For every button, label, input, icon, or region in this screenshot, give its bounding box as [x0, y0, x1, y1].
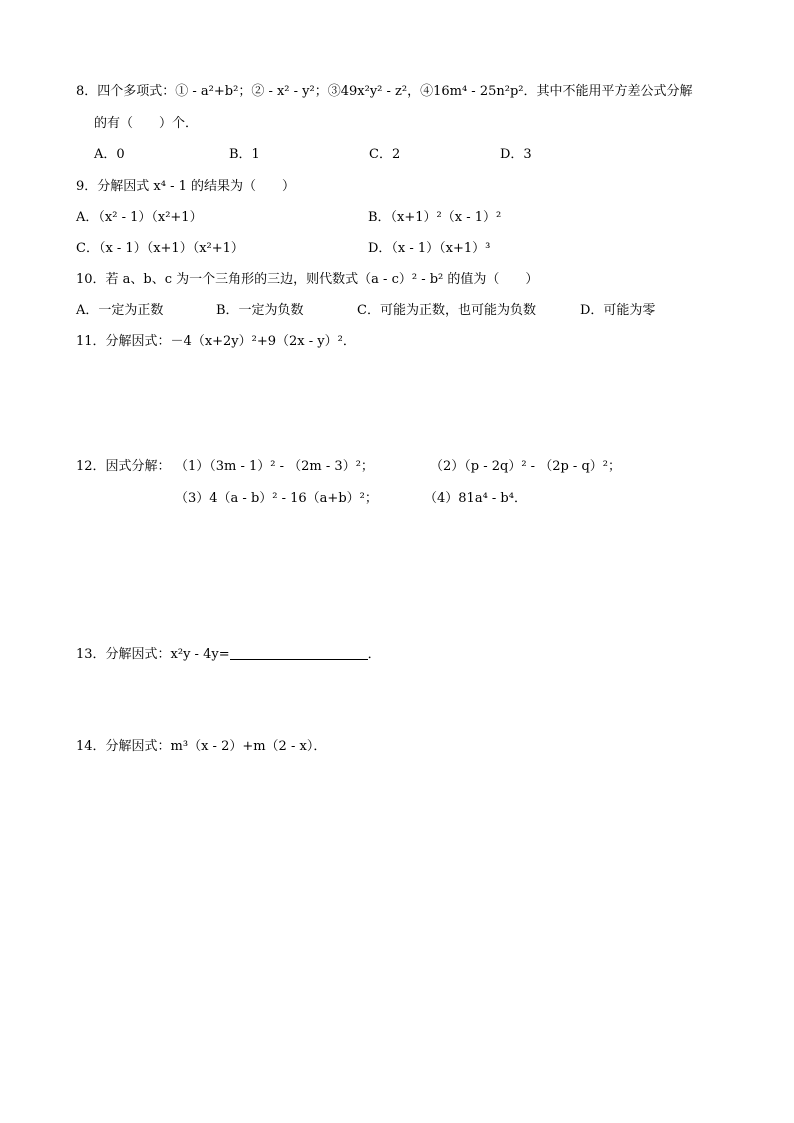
q10-option-a: A．一定为正数 [76, 303, 164, 318]
q8-stem-line2: 的有（ ）个． [94, 116, 199, 131]
q8-stem-text: 8．四个多项式：① - a²+b²；② - x² - y²；③49x²y² - z²，④16m⁴ - 25n²p²．其中不能用平方差公式分解 [76, 84, 693, 99]
q13-end: ． [367, 647, 381, 662]
q9-stem: 9．分解因式 x⁴ - 1 的结果为（ ） [76, 179, 296, 194]
q13-line [76, 646, 381, 664]
q13-answer-blank[interactable] [230, 647, 368, 660]
q9-option-a: A．（x² - 1）（x²+1） [76, 210, 203, 225]
q8-option-a: A．0 [94, 147, 125, 162]
q11-stem: 11．分解因式：－4（x+2y）²+9（2x - y）²． [76, 334, 356, 349]
q8-option-c: C．2 [369, 147, 401, 162]
q9-option-c: C．（x - 1）（x+1）（x²+1） [76, 241, 244, 256]
q9-option-b: B．（x+1）²（x - 1）² [368, 210, 502, 225]
q12-prefix: 12．因式分解： [76, 459, 171, 474]
q8-option-d: D．3 [500, 147, 532, 162]
q12-part-2: （2）（p - 2q）² - （2p - q）²； [430, 459, 621, 474]
q8-option-b: B．1 [229, 147, 260, 162]
q12-part-1: （1）（3m - 1）² - （2m - 3）²； [175, 459, 374, 474]
q9-option-d: D．（x - 1）（x+1）³ [368, 241, 491, 256]
q10-stem: 10．若 a、b、c 为一个三角形的三边，则代数式（a - c）² - b² 的值为（ ） [76, 272, 539, 287]
q10-option-d: D．可能为零 [580, 303, 656, 318]
q12-part-3: （3）4（a - b）² - 16（a+b）²； [175, 491, 378, 506]
q8-stem-line1 [76, 83, 693, 101]
q10-option-c: C．可能为正数，也可能为负数 [357, 303, 536, 318]
q12-part-4: （4）81a⁴ - b⁴． [424, 491, 527, 506]
q14-stem: 14．分解因式：m³（x - 2）+m（2 - x）． [76, 739, 327, 754]
q10-option-b: B．一定为负数 [216, 303, 304, 318]
q13-stem: 13．分解因式：x²y - 4y= [76, 647, 230, 662]
